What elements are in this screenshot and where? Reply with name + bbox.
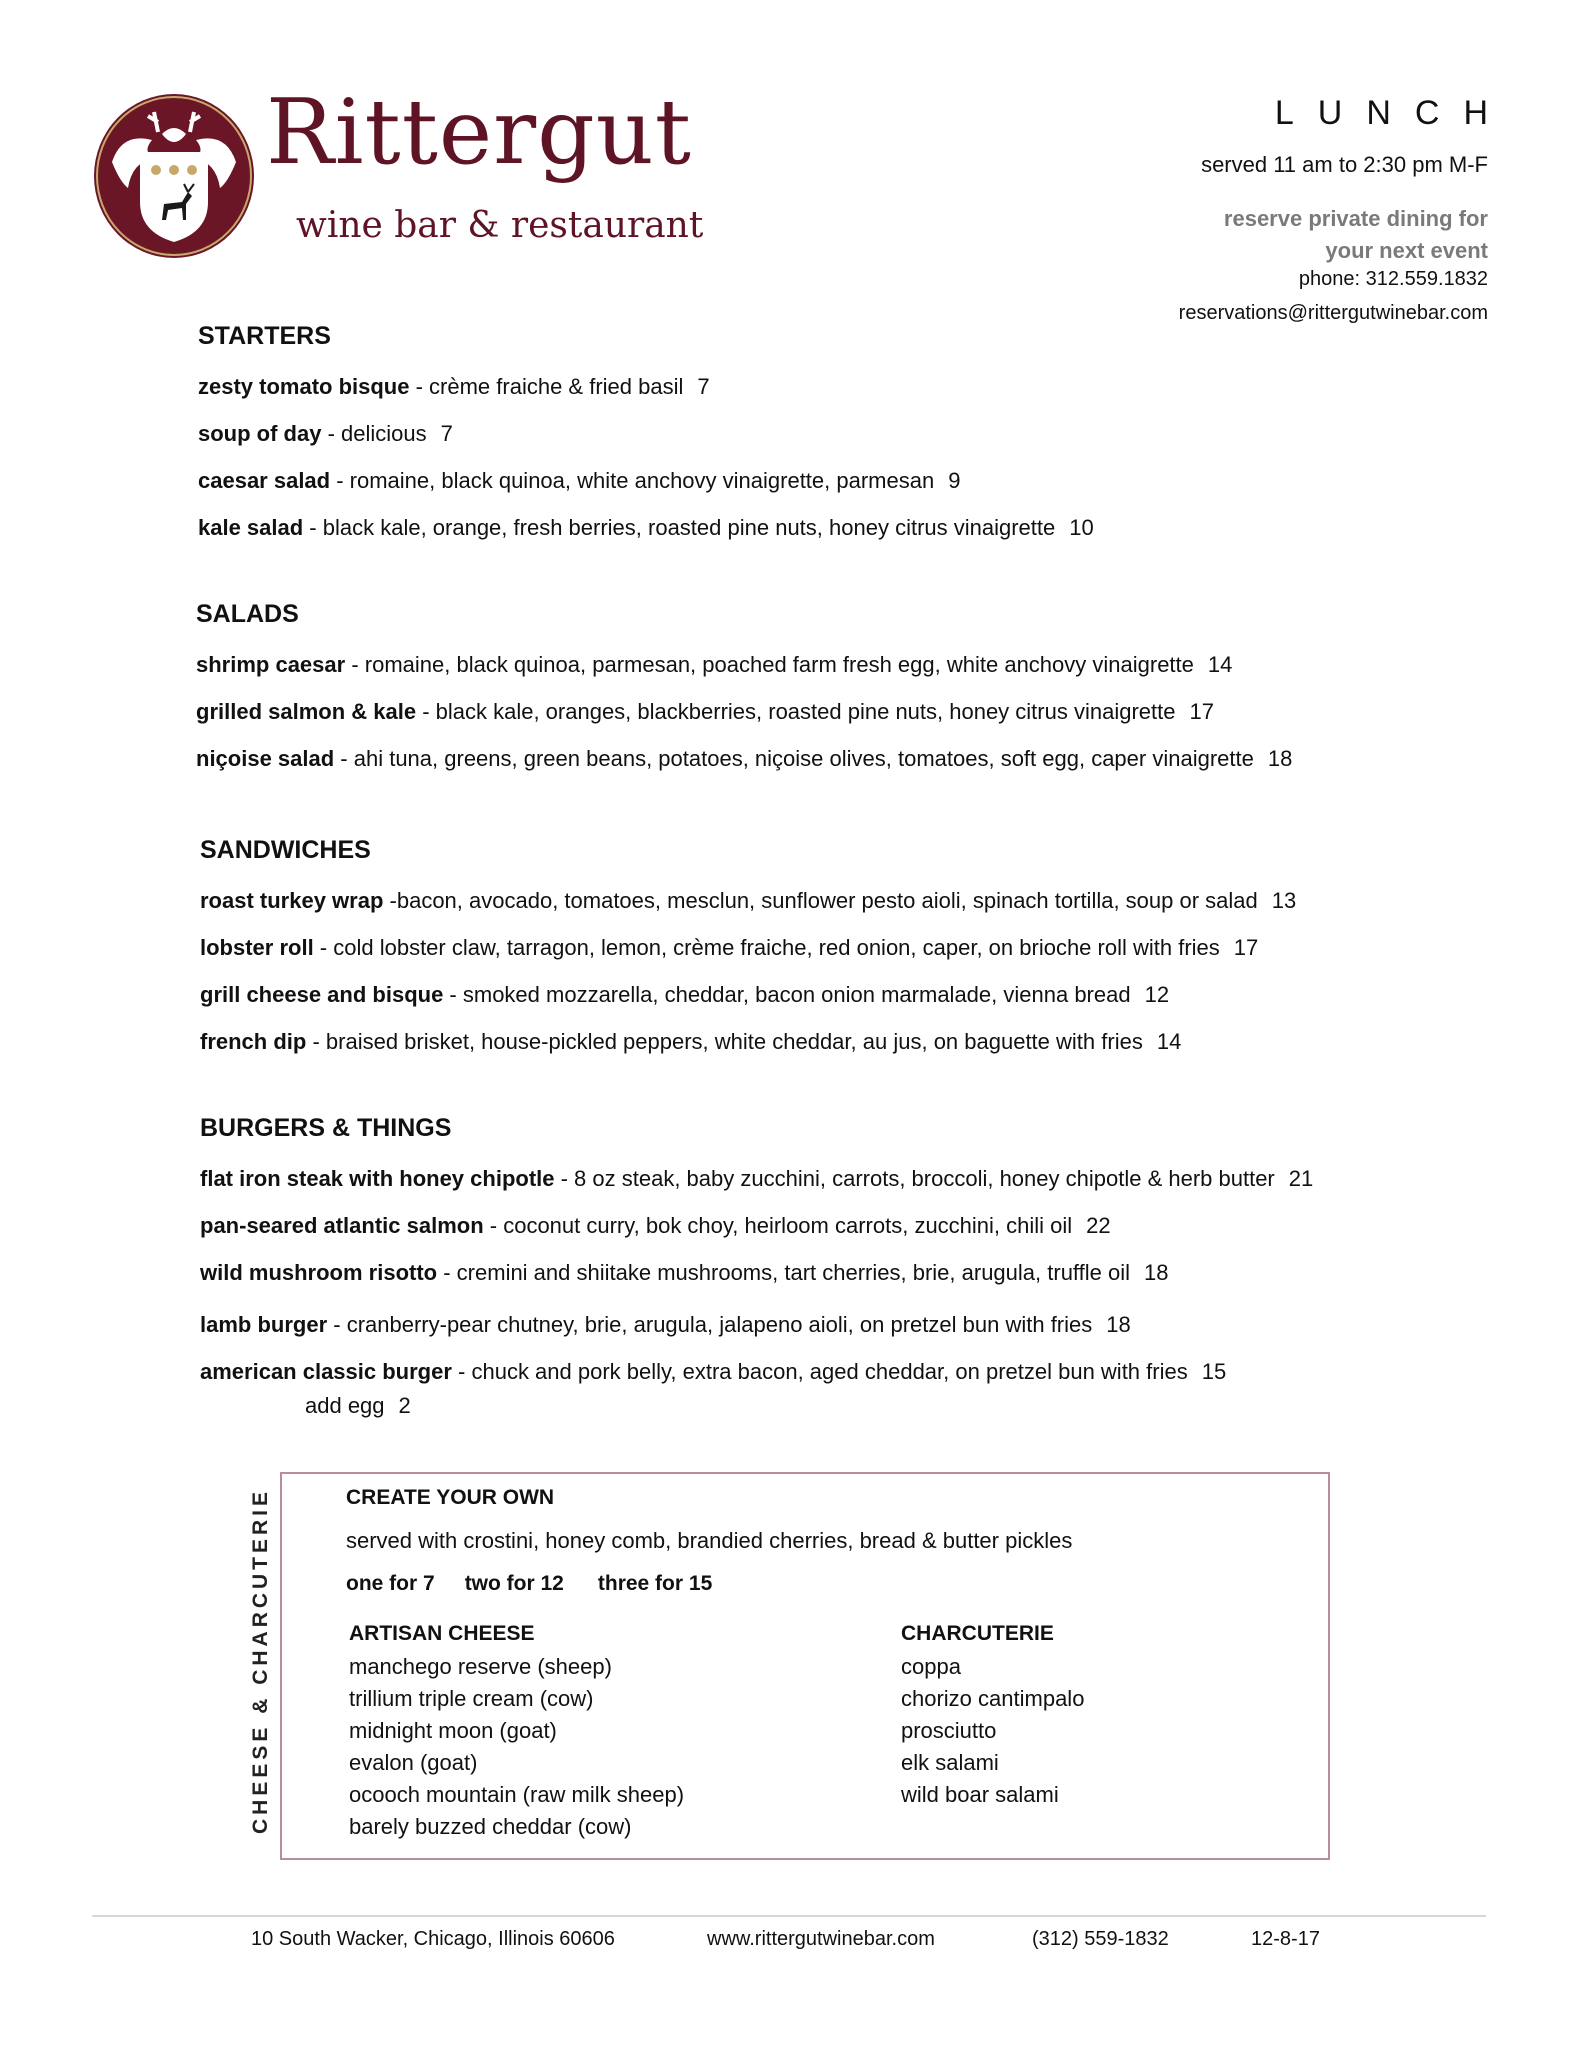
item-desc: - coconut curry, bok choy, heirloom carrots, zucchini, chili oil <box>483 1213 1073 1238</box>
cheese-item: ocooch mountain (raw milk sheep) <box>349 1782 685 1807</box>
item-name: grill cheese and bisque <box>200 982 444 1007</box>
item-desc: - cremini and shiitake mushrooms, tart cherries, brie, arugula, truffle oil <box>437 1260 1130 1285</box>
item-desc: - cranberry-pear chutney, brie, arugula, jalapeno aioli, on pretzel bun with fries <box>327 1312 1093 1337</box>
menu-addon <box>305 1393 411 1419</box>
reserve-text-line2: your next event <box>1325 238 1488 263</box>
brand-name: Rittergut <box>266 80 692 185</box>
item-desc: - black kale, oranges, blackberries, roasted pine nuts, honey citrus vinaigrette <box>416 699 1176 724</box>
charcuterie-item: elk salami <box>901 1750 999 1775</box>
footer-divider <box>92 1915 1486 1917</box>
item-price: 10 <box>1069 515 1094 540</box>
item-name: niçoise salad <box>196 746 335 771</box>
item-desc: - chuck and pork belly, extra bacon, aged cheddar, on pretzel bun with fries <box>451 1359 1188 1384</box>
cheese-item: evalon (goat) <box>349 1750 478 1775</box>
cheese-item: trillium triple cream (cow) <box>349 1686 594 1711</box>
item-price: 15 <box>1201 1359 1227 1384</box>
menu-item <box>200 1213 1111 1239</box>
footer-phone[interactable]: (312) 559-1832 <box>1032 1928 1169 1950</box>
item-name: lamb burger <box>200 1312 328 1337</box>
charcuterie-item: chorizo cantimpalo <box>901 1686 1085 1711</box>
cheese-item: midnight moon (goat) <box>349 1718 557 1743</box>
item-desc: - delicious <box>321 421 427 446</box>
menu-item <box>200 935 1258 961</box>
section-title-starters: STARTERS <box>198 322 331 350</box>
item-desc: - 8 oz steak, baby zucchini, carrots, broccoli, honey chipotle & herb butter <box>554 1166 1275 1191</box>
item-desc: -bacon, avocado, tomatoes, mesclun, sunflower pesto aioli, spinach tortilla, soup or salad <box>383 888 1258 913</box>
menu-item <box>198 421 453 447</box>
item-price: 18 <box>1144 1260 1169 1285</box>
item-price: 12 <box>1144 982 1170 1007</box>
item-name: pan-seared atlantic salmon <box>200 1213 484 1238</box>
menu-item <box>200 1312 1131 1338</box>
charcuterie-title: CHARCUTERIE <box>901 1622 1054 1645</box>
item-price: 7 <box>440 421 453 446</box>
menu-item <box>200 982 1169 1008</box>
item-price: 7 <box>697 374 710 399</box>
item-name: grilled salmon & kale <box>196 699 417 724</box>
item-price: 14 <box>1207 652 1233 677</box>
footer-address: 10 South Wacker, Chicago, Illinois 60606 <box>251 1928 615 1950</box>
addon-price: 2 <box>398 1393 411 1418</box>
item-name: flat iron steak with honey chipotle <box>200 1166 555 1191</box>
item-price: 13 <box>1271 888 1297 913</box>
item-name: french dip <box>200 1029 307 1054</box>
service-hours: served 11 am to 2:30 pm M-F <box>1201 152 1488 177</box>
create-your-own-title: CREATE YOUR OWN <box>346 1486 555 1509</box>
menu-item <box>196 699 1214 725</box>
item-desc: - ahi tuna, greens, green beans, potatoes, niçoise olives, tomatoes, soft egg, caper vinaigrette <box>334 746 1254 771</box>
item-price: 18 <box>1267 746 1293 771</box>
item-desc: - romaine, black quinoa, white anchovy vinaigrette, parmesan <box>330 468 935 493</box>
addon-label: add egg <box>305 1393 385 1418</box>
item-price: 17 <box>1233 935 1259 960</box>
item-desc: - cold lobster claw, tarragon, lemon, crème fraiche, red onion, caper, on brioche roll with fries <box>313 935 1220 960</box>
item-price: 17 <box>1189 699 1214 724</box>
price-one: one for 7 <box>346 1572 435 1595</box>
charcuterie-item: wild boar salami <box>901 1782 1059 1807</box>
menu-item <box>198 468 960 494</box>
menu-item <box>200 1029 1181 1055</box>
item-price: 18 <box>1106 1312 1131 1337</box>
item-name: roast turkey wrap <box>200 888 384 913</box>
item-desc: - braised brisket, house-pickled peppers, white cheddar, au jus, on baguette with fries <box>306 1029 1143 1054</box>
footer-website[interactable]: www.rittergutwinebar.com <box>707 1928 935 1950</box>
cheese-item: manchego reserve (sheep) <box>349 1654 612 1679</box>
price-two: two for 12 <box>464 1572 564 1595</box>
menu-item <box>196 652 1232 678</box>
item-name: lobster roll <box>200 935 314 960</box>
price-three: three for 15 <box>597 1572 713 1595</box>
charcuterie-item: prosciutto <box>901 1718 997 1743</box>
menu-title: LUNCH <box>1274 94 1512 132</box>
served-with-text: served with crostini, honey comb, brandied cherries, bread & butter pickles <box>346 1528 1073 1553</box>
item-desc: - crème fraiche & fried basil <box>409 374 684 399</box>
item-name: american classic burger <box>200 1359 452 1384</box>
item-desc: - black kale, orange, fresh berries, roasted pine nuts, honey citrus vinaigrette <box>303 515 1056 540</box>
charcuterie-item: coppa <box>901 1654 961 1679</box>
menu-item <box>198 374 710 400</box>
item-name: kale salad <box>198 515 304 540</box>
pricing-row <box>346 1572 712 1596</box>
item-name: soup of day <box>198 421 322 446</box>
menu-item <box>200 1260 1168 1286</box>
item-price: 9 <box>948 468 961 493</box>
item-name: wild mushroom risotto <box>200 1260 438 1285</box>
brand-tagline: wine bar & restaurant <box>296 205 704 246</box>
item-name: caesar salad <box>198 468 331 493</box>
crest-logo <box>92 92 256 260</box>
item-name: shrimp caesar <box>196 652 346 677</box>
reserve-text-line1: reserve private dining for <box>1223 206 1488 231</box>
cheese-item: barely buzzed cheddar (cow) <box>349 1814 632 1839</box>
menu-item <box>196 746 1292 772</box>
cheese-side-label: CHEESE & CHARCUTERIE <box>249 1487 272 1834</box>
footer-date: 12-8-17 <box>1251 1928 1320 1950</box>
menu-item <box>198 515 1094 541</box>
artisan-cheese-title: ARTISAN CHEESE <box>349 1622 535 1645</box>
item-price: 14 <box>1156 1029 1182 1054</box>
reservation-email[interactable]: reservations@rittergutwinebar.com <box>1178 302 1488 324</box>
reservation-phone: phone: 312.559.1832 <box>1298 268 1488 290</box>
item-desc: - romaine, black quinoa, parmesan, poached farm fresh egg, white anchovy vinaigrette <box>345 652 1194 677</box>
item-desc: - smoked mozzarella, cheddar, bacon onion marmalade, vienna bread <box>443 982 1131 1007</box>
item-name: zesty tomato bisque <box>198 374 410 399</box>
item-price: 22 <box>1086 1213 1111 1238</box>
menu-item <box>200 888 1296 914</box>
menu-item <box>200 1359 1226 1385</box>
section-title-sandwiches: SANDWICHES <box>200 836 371 864</box>
section-title-salads: SALADS <box>196 600 299 628</box>
menu-item <box>200 1166 1313 1192</box>
section-title-burgers: BURGERS & THINGS <box>200 1114 452 1142</box>
item-price: 21 <box>1288 1166 1314 1191</box>
